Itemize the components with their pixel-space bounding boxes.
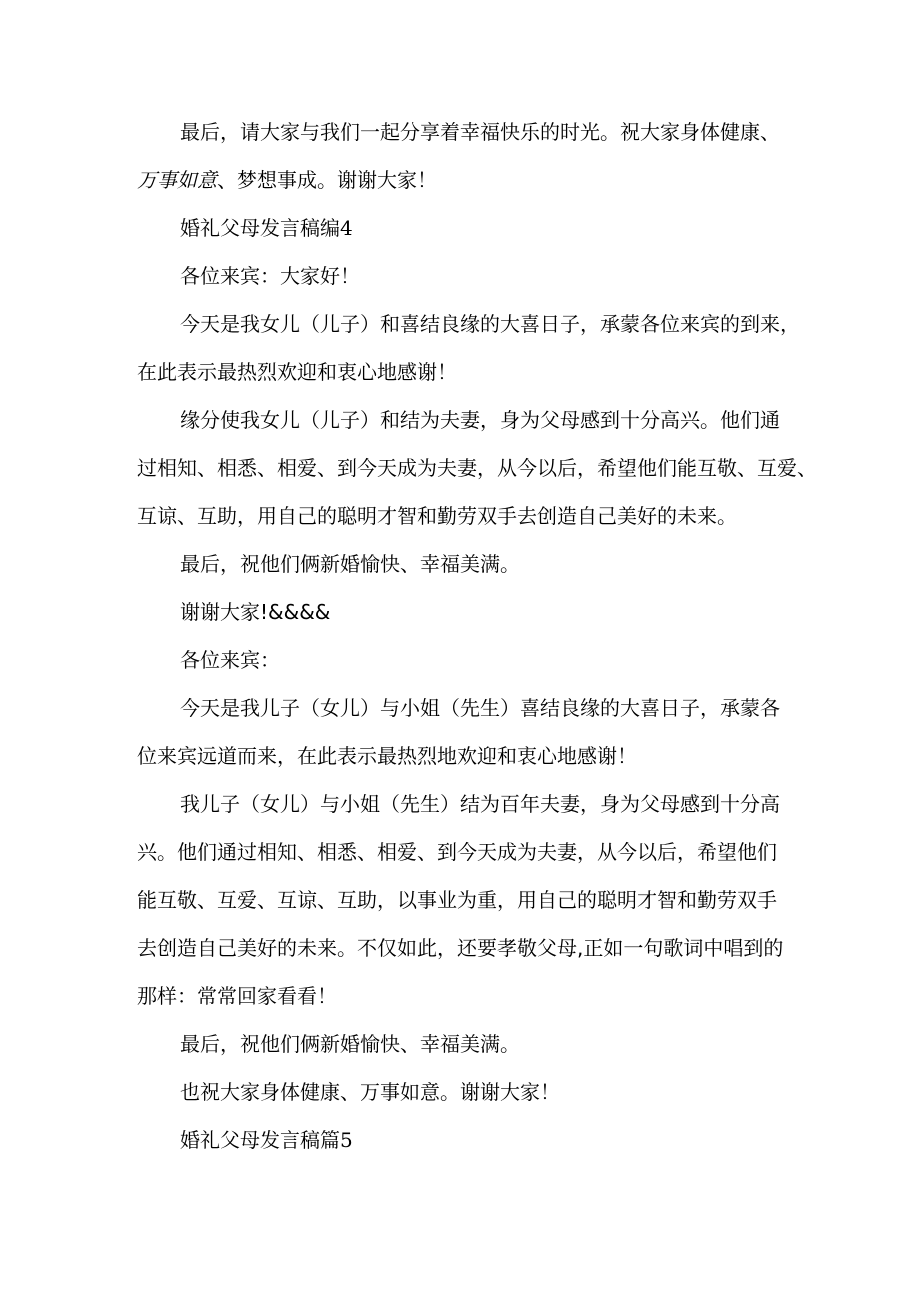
paragraph-line: 过相知、相悉、相爱、到今天成为夫妻，从今以后，希望他们能互敬、互爱、 — [137, 456, 817, 480]
paragraph-line: 去创造自己美好的未来。不仅如此，还要孝敬父母,正如一句歌词中唱到的 — [137, 936, 784, 960]
paragraph-line: 缘分使我女儿（儿子）和结为夫妻，身为父母感到十分高兴。他们通 — [180, 408, 780, 432]
section-heading — [180, 213, 353, 243]
paragraph-line: 互谅、互助，用自己的聪明才智和勤劳双手去创造自己美好的未来。 — [137, 504, 737, 528]
paragraph-line: 我儿子（女儿）与小姐（先生）结为百年夫妻，身为父母感到十分高 — [180, 792, 780, 816]
heading-number: 5 — [340, 1128, 353, 1152]
paragraph-line: 今天是我儿子（女儿）与小姐（先生）喜结良缘的大喜日子，承蒙各 — [180, 696, 780, 720]
paragraph-line: 今天是我女儿（儿子）和喜结良缘的大喜日子，承蒙各位来宾的到来， — [180, 312, 800, 336]
section-heading — [180, 1125, 353, 1155]
paragraph-line: 谢谢大家!&&&& — [180, 600, 331, 624]
paragraph-line: 能互敬、互爱、互谅、互助，以事业为重，用自己的聪明才智和勤劳双手 — [137, 888, 777, 912]
greeting-line: 各位来宾： — [180, 648, 280, 672]
paragraph-line: 在此表示最热烈欢迎和衷心地感谢！ — [137, 360, 457, 384]
paragraph-line: 位来宾远道而来，在此表示最热烈地欢迎和衷心地感谢！ — [137, 744, 637, 768]
paragraph-line: 兴。他们通过相知、相悉、相爱、到今天成为夫妻，从今以后，希望他们 — [137, 840, 777, 864]
paragraph-line: 最后，请大家与我们一起分享着幸福快乐的时光。祝大家身体健康、 — [180, 120, 780, 144]
heading-text: 婚礼父母发言稿编 — [180, 216, 340, 240]
paragraph-line: 最后，祝他们俩新婚愉快、幸福美满。 — [180, 1032, 520, 1056]
paragraph-line: 那样：常常回家看看！ — [137, 984, 337, 1008]
paragraph-line: 最后，祝他们俩新婚愉快、幸福美满。 — [180, 552, 520, 576]
italic-phrase: 万事如意 — [137, 168, 217, 192]
greeting-line: 各位来宾：大家好！ — [180, 264, 360, 288]
paragraph-line — [137, 165, 437, 195]
paragraph-line: 也祝大家身体健康、万事如意。谢谢大家！ — [180, 1080, 560, 1104]
paragraph-text: 、梦想事成。谢谢大家！ — [217, 168, 437, 192]
heading-text: 婚礼父母发言稿篇 — [180, 1128, 340, 1152]
heading-number: 4 — [340, 216, 353, 240]
